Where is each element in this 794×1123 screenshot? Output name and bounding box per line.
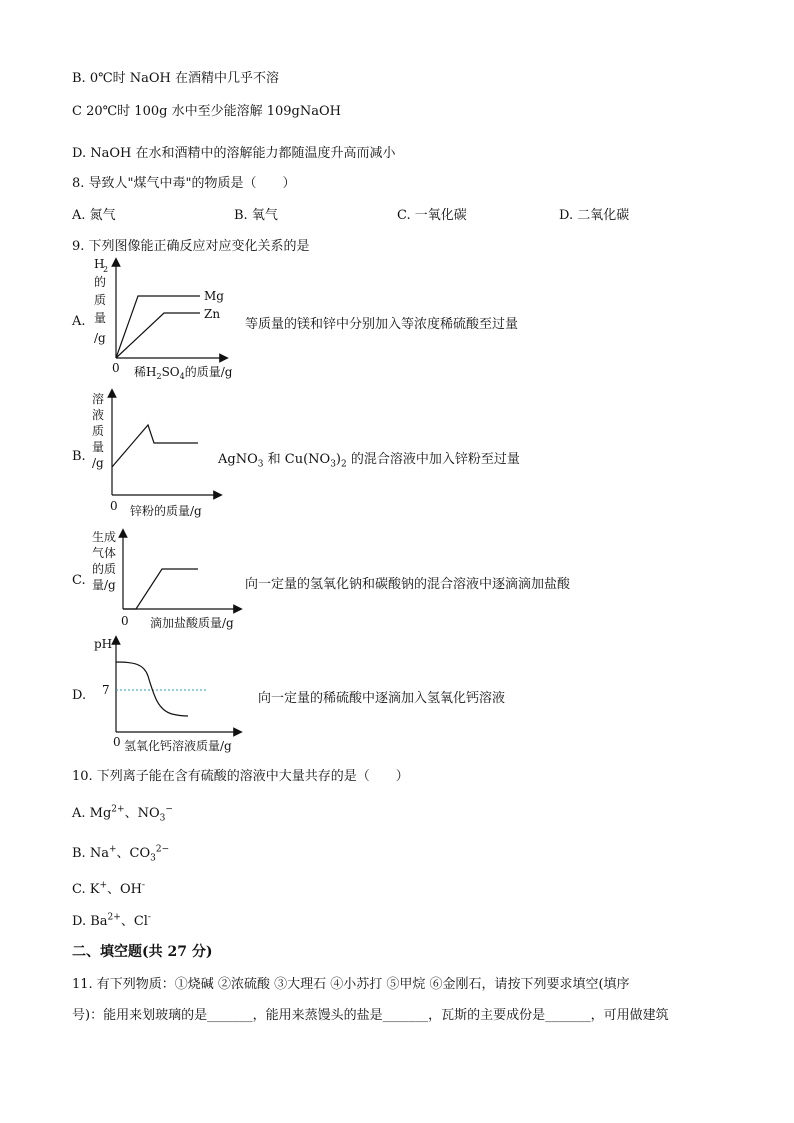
q9-option-b-desc: AgNO$_3$ 和 $Cu(NO_3)_2$ 的混合溶液中加入锌粉至过量 [218,452,520,470]
y-axis-label-4: 量 [92,440,105,454]
q8-option-d: D. 二氧化碳 [559,208,630,223]
y-axis-label-2: 气体 [92,546,117,560]
q7-option-d: D. NaOH 在水和酒精中的溶解能力都随温度升高而减小 [72,146,396,161]
x-axis-label: 稀$H_2SO_4$的质量/g [134,365,233,381]
q9-stem: 9. 下列图像能正确反应对应变化关系的是 [72,239,310,254]
q10-stem: 10. 下列离子能在含有硫酸的溶液中大量共存的是（ ） [72,769,409,784]
y-axis-label-sub: 2 [103,265,109,274]
x-axis-label: 氢氧化钙溶液质量/g [124,739,232,753]
q11-line-1: 11. 有下列物质：①烧碱 ②浓硫酸 ③大理石 ④小苏打 ⑤甲烷 ⑥金刚石，请按下列要求填空(填序 [72,977,630,992]
x-axis-label: 锌粉的质量/g [130,504,202,518]
q9-graph-a [88,256,258,382]
q9-option-d-letter: D. [72,688,87,703]
q11-line-2: 号)：能用来划玻璃的是_______，能用来蒸馒头的盐是_______，瓦斯的主要成份是_______，可用做建筑 [72,1008,669,1023]
q9-option-c-letter: C. [72,573,86,588]
y-axis-label: pH [94,637,113,651]
origin-label: 0 [110,499,118,513]
solution-mass-line [112,425,198,467]
y-axis-label-5: /g [92,456,104,470]
gas-line [123,569,198,609]
q8-stem: 8. 导致人"煤气中毒"的物质是（ ） [72,176,296,191]
q8-option-a: A. 氮气 [72,208,116,223]
q9-option-a-desc: 等质量的镁和锌中分别加入等浓度稀硫酸至过量 [245,317,519,332]
series-label-mg: Mg [204,289,224,303]
y-axis-label-3: 质 [92,424,105,438]
y-axis-label-5: /g [94,331,106,345]
q9-option-b-letter: B. [72,449,86,464]
zn-line [116,313,200,358]
y-axis-label-4: 量 [94,311,107,325]
q9-option-c-desc: 向一定量的氢氧化钠和碳酸钠的混合溶液中逐滴滴加盐酸 [245,577,571,592]
y-axis-label-2: 的 [94,275,107,289]
origin-label: 0 [113,735,121,749]
q10-option-d: D. $Ba^{2+}$、Cl- [72,912,151,929]
section-heading-fill-in: 二、填空题(共 27 分) [72,944,213,960]
origin-label: 0 [121,614,129,628]
q10-option-b: B. Na+、$CO_3^{2-}$ [72,844,170,864]
y-axis-label-4: 量/g [92,578,116,592]
q9-graph-d [88,634,268,756]
q8-option-b: B. 氧气 [234,208,278,223]
y-axis-label-3: 的质 [92,562,117,576]
series-label-zn: Zn [204,307,221,321]
q9-option-a-letter: A. [72,314,86,329]
y-axis-label-1: 溶 [92,392,105,406]
q9-graph-c [88,527,258,633]
q10-option-c: C. K+、OH- [72,880,146,897]
x-axis-label: 滴加盐酸质量/g [150,616,234,630]
y-axis-label-3: 质 [94,293,107,307]
q7-option-c: C 20℃时 100g 水中至少能溶解 109gNaOH [72,104,341,119]
q10-option-a: A. $Mg^{2+}$、$NO_3^-$ [72,804,173,824]
y-axis-label-2: 液 [92,408,105,422]
q7-option-b: B. 0℃时 NaOH 在酒精中几乎不溶 [72,71,280,86]
mg-line [116,296,200,358]
q8-option-c: C. 一氧化碳 [397,208,467,223]
origin-label: 0 [112,361,120,375]
q9-graph-b [88,387,238,522]
y-axis-label-1: H [94,257,105,271]
ph-curve [116,662,188,716]
y-axis-label-1: 生成 [92,530,117,544]
ph7-label: 7 [102,683,110,697]
q9-option-d-desc: 向一定量的稀硫酸中逐滴加入氢氧化钙溶液 [258,691,506,706]
